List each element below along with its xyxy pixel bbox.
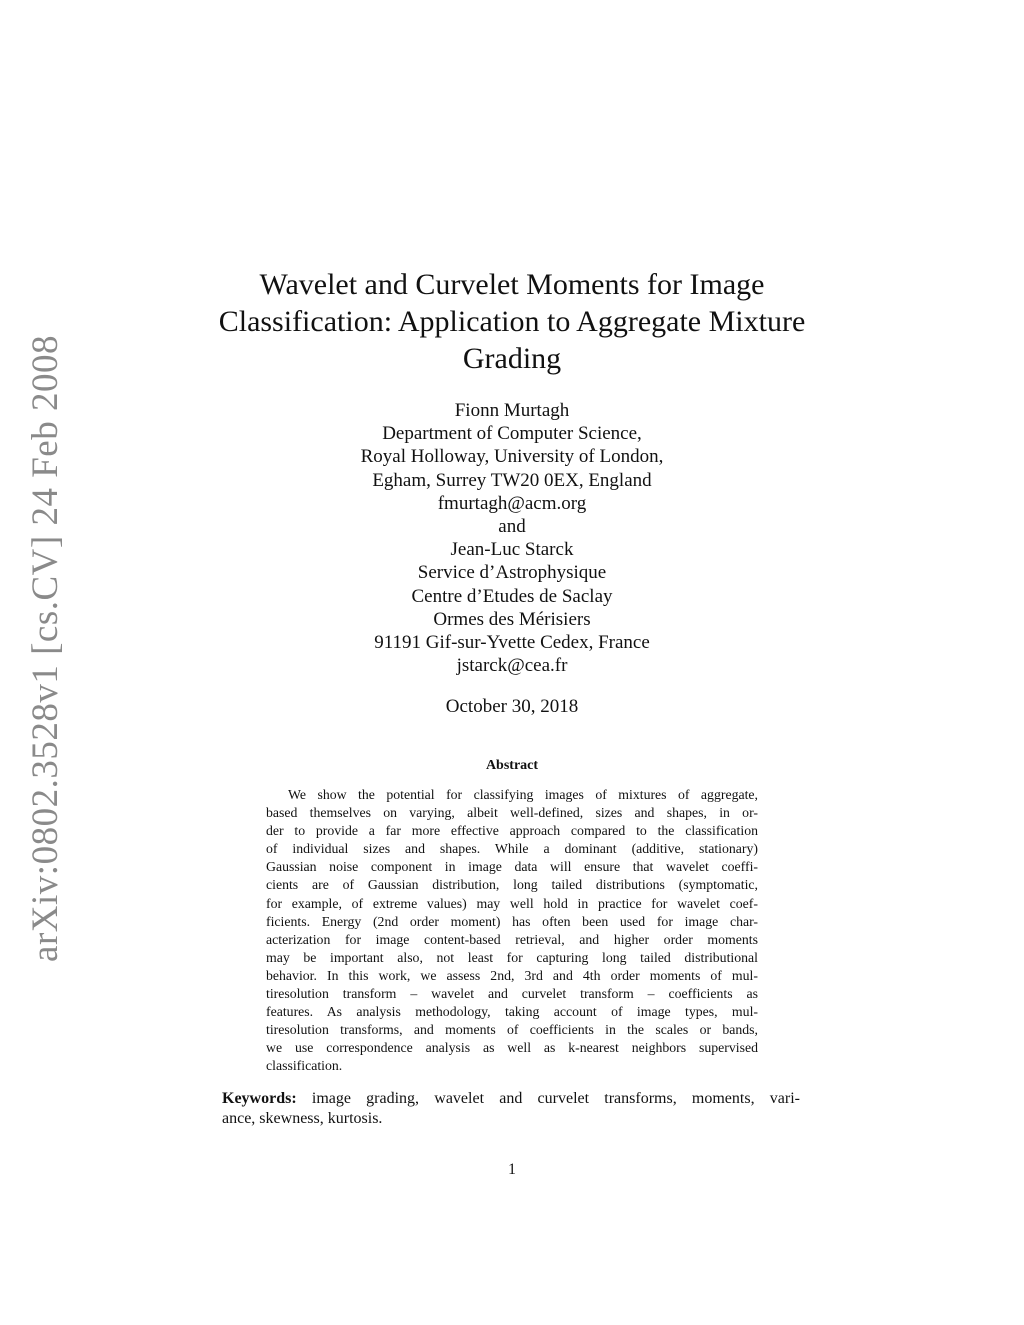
abstract-line: may be important also, not least for capturing long tailed distributional (266, 949, 758, 965)
author-address: Egham, Surrey TW20 0EX, England (372, 469, 652, 491)
abstract-line: classification. (266, 1058, 343, 1074)
arxiv-identifier-stamp (14, 334, 76, 962)
abstract-line: tiresolution transforms, and moments of coefficients in the scales or bands, (266, 1022, 758, 1038)
abstract-line: ficients. Energy (2nd order moment) has often been used for image char- (266, 913, 758, 929)
author-block (262, 399, 762, 677)
author-affiliation: Centre d’Etudes de Saclay (411, 585, 613, 607)
author-affiliation: Department of Computer Science, (382, 423, 642, 445)
paper-title-line: Wavelet and Curvelet Moments for Image (259, 268, 765, 301)
author-affiliation: Service d’Astrophysique (417, 562, 607, 584)
author-address: Ormes des Mérisiers (433, 608, 591, 630)
abstract-line: acterization for image content-based retrieval, and higher order moments (266, 931, 758, 947)
author-affiliation: Royal Holloway, University of London, (360, 446, 664, 468)
abstract-body (266, 786, 758, 1076)
author-name: Jean-Luc Starck (450, 539, 574, 561)
abstract-line: based themselves on varying, albeit well-defined, sizes and shapes, in or- (266, 805, 758, 821)
abstract-line: of individual sizes and shapes. While a dominant (additive, stationary) (266, 841, 758, 857)
keywords-line (222, 1089, 800, 1109)
abstract-line: for example, of extreme values) may well hold in practice for wavelet coef- (266, 895, 758, 911)
keywords-label: Keywords: (222, 1090, 297, 1107)
paper-date: October 30, 2018 (445, 696, 579, 717)
abstract-line: der to provide a far more effective approach compared to the classification (266, 823, 758, 839)
paper-title (212, 266, 812, 377)
page-number: 1 (508, 1161, 516, 1178)
author-name: Fionn Murtagh (454, 400, 570, 421)
abstract-heading: Abstract (485, 758, 539, 773)
arxiv-identifier-text: arXiv:0802.3528v1 [cs.CV] 24 Feb 2008 (24, 334, 66, 962)
abstract-line: we use correspondence analysis as well as k-nearest neighbors supervised (266, 1040, 758, 1056)
paper-title-line: Grading (462, 342, 562, 375)
abstract-line: We show the potential for classifying images of mixtures of aggregate, (288, 787, 758, 802)
author-separator: and (498, 516, 526, 538)
keywords-section (222, 1089, 800, 1129)
abstract-line: Gaussian noise component in image data will ensure that wavelet coeffi- (266, 859, 758, 875)
author-address: 91191 Gif-sur-Yvette Cedex, France (374, 632, 650, 654)
keywords-text: image grading, wavelet and curvelet transforms, moments, vari- (296, 1090, 800, 1107)
author-email: jstarck@cea.fr (456, 655, 568, 677)
abstract-line: features. As analysis methodology, taking account of image types, mul- (266, 1004, 758, 1020)
abstract-line: tiresolution transform – wavelet and curvelet transform – coefficients as (266, 986, 758, 1002)
paper-title-line: Classification: Application to Aggregate Mixture (218, 305, 806, 338)
abstract-line: behavior. In this work, we assess 2nd, 3rd and 4th order moments of mul- (266, 967, 758, 983)
abstract-line: cients are of Gaussian distribution, long tailed distributions (symptomatic, (266, 877, 758, 893)
author-email: fmurtagh@acm.org (437, 492, 587, 514)
keywords-line: ance, skewness, kurtosis. (222, 1110, 383, 1127)
